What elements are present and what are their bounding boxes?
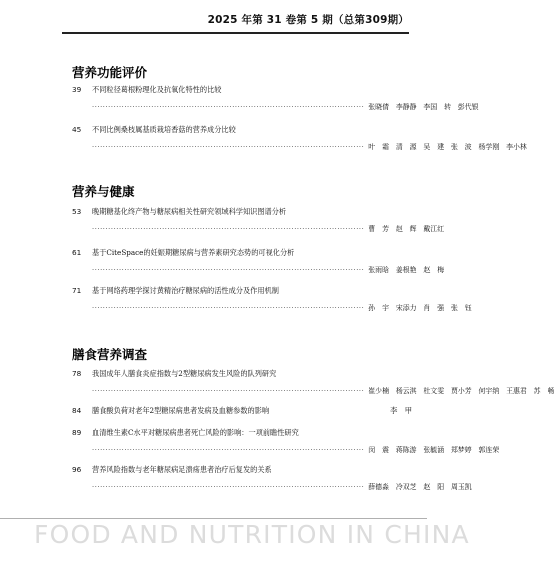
toc-number: 61 bbox=[72, 248, 82, 257]
toc-title[interactable]: 膳食酸负荷对老年2型糖尿病患者发病及血糖参数的影响 bbox=[92, 406, 270, 415]
toc-title[interactable]: 血清维生素C水平对糖尿病患者死亡风险的影响：一项前瞻性研究 bbox=[92, 428, 299, 437]
toc-leader bbox=[92, 387, 554, 395]
toc-leader bbox=[92, 483, 472, 491]
leader-dots: ····································································································· bbox=[92, 446, 365, 454]
toc-authors: 崔少楠 杨云淇 杜文雯 贾小芳 何宇纳 王惠君 苏 畅 bbox=[368, 387, 554, 395]
toc-leader bbox=[92, 143, 527, 151]
toc-title[interactable]: 不同粒径葛根粉理化及抗氧化特性的比较 bbox=[92, 85, 222, 94]
toc-authors: 叶 霜 清 源 吴 建 张 波 杨学刚 李小林 bbox=[368, 143, 527, 151]
toc-authors: 张晓倩 李静静 李国 转 彭代银 bbox=[368, 103, 479, 111]
toc-leader bbox=[92, 266, 445, 274]
header-rule bbox=[62, 32, 409, 34]
leader-dots: ····································································································· bbox=[92, 143, 365, 151]
toc-title[interactable]: 我国成年人膳食炎症指数与2型糖尿病发生风险的队列研究 bbox=[92, 369, 277, 378]
toc-number: 71 bbox=[72, 286, 82, 295]
toc-number: 78 bbox=[72, 369, 82, 378]
toc-number: 53 bbox=[72, 207, 82, 216]
toc-title[interactable]: 营养风险指数与老年糖尿病足溃疡患者治疗后复发的关系 bbox=[92, 465, 272, 474]
leader-dots: ····································································································· bbox=[92, 103, 365, 111]
toc-authors: 闵 震 蒋陈游 张毓涵 郑梦婷 郭连荣 bbox=[368, 446, 500, 454]
toc-authors: 曹 芳 赵 辉 戴江红 bbox=[368, 225, 445, 233]
toc-leader bbox=[92, 225, 445, 233]
toc-leader bbox=[92, 103, 479, 111]
footer-rule bbox=[0, 518, 427, 519]
section-title: 膳食营养调查 bbox=[72, 347, 148, 362]
toc-number: 45 bbox=[72, 125, 82, 134]
section-title: 营养与健康 bbox=[72, 184, 135, 199]
toc-title[interactable]: 基于网络药理学探讨黄精治疗糖尿病的活性成分及作用机制 bbox=[92, 286, 279, 295]
section-title: 营养功能评价 bbox=[72, 65, 148, 80]
issue-info: 2025 年第 31 卷第 5 期（总第309期） bbox=[207, 14, 409, 26]
toc-leader bbox=[92, 304, 472, 312]
toc-title[interactable]: 晚期糖基化终产物与糖尿病相关性研究领域科学知识图谱分析 bbox=[92, 207, 287, 216]
toc-number: 89 bbox=[72, 428, 82, 437]
journal-watermark: FOOD AND NUTRITION IN CHINA bbox=[34, 520, 470, 549]
toc-number: 96 bbox=[72, 465, 82, 474]
toc-authors: 薛德淼 冷双芝 赵 阳 周玉凯 bbox=[368, 483, 472, 491]
leader-dots: ····································································································· bbox=[92, 304, 365, 312]
toc-authors: 张雨晗 姜根艳 赵 梅 bbox=[368, 266, 445, 274]
toc-authors: 李 甲 bbox=[390, 406, 412, 415]
leader-dots: ····································································································· bbox=[92, 483, 365, 491]
leader-dots: ····································································································· bbox=[92, 266, 365, 274]
toc-leader bbox=[92, 446, 500, 454]
toc-title[interactable]: 基于CiteSpace的妊娠期糖尿病与营养素研究态势的可视化分析 bbox=[92, 248, 295, 257]
toc-authors: 孙 宇 宋添力 肖 强 张 钰 bbox=[368, 304, 472, 312]
toc-number: 84 bbox=[72, 406, 82, 415]
toc-number: 39 bbox=[72, 85, 82, 94]
leader-dots: ····································································································· bbox=[92, 225, 365, 233]
toc-title[interactable]: 不同比例桑枝属基质栽培香菇的营养成分比较 bbox=[92, 125, 236, 134]
leader-dots: ····································································································· bbox=[92, 387, 365, 395]
